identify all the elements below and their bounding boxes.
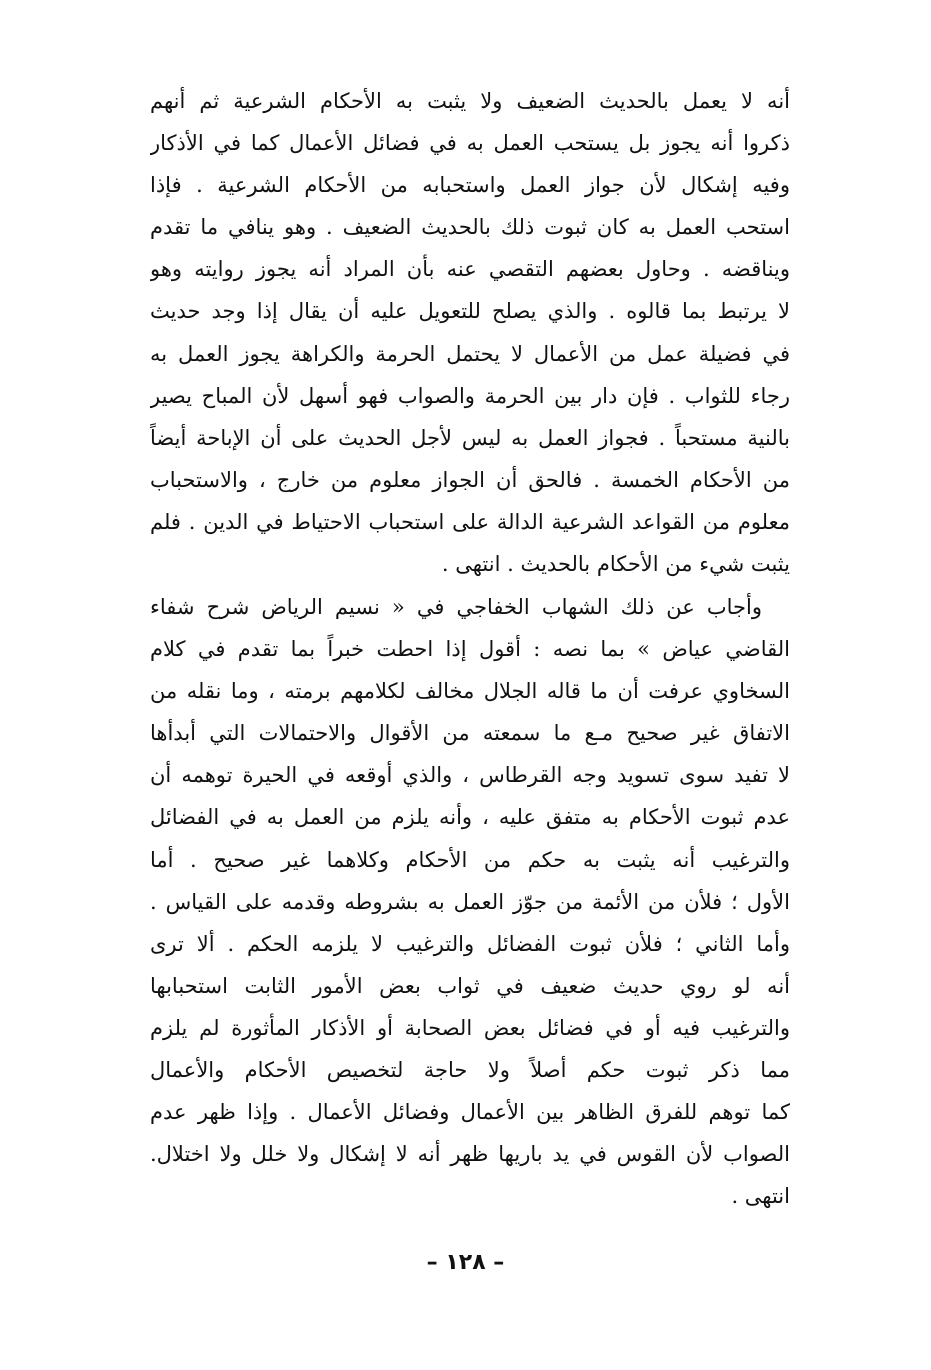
paragraph-2-line: كما توهم للفرق الظاهر بين الأعمال وفضائل الأعمال . وإذا ظهر عدم: [150, 1100, 790, 1125]
paragraph-2-line: القاضي عياض » بما نصه : أقول إذا احطت خبراً بما تقدم في كلام: [150, 637, 790, 662]
paragraph-1-line: بالنية مستحباً . فجواز العمل به ليس لأجل الحديث على أن الإباحة أيضاً: [150, 425, 790, 450]
paragraph-1-line: معلوم من القواعد الشرعية الدالة على استحباب الاحتياط في الدين . فلم: [150, 509, 790, 534]
paragraph-2-line: والترغيب أنه يثبت به حكم من الأحكام وكلاهما غير صحيح . أما: [150, 847, 790, 872]
paragraph-2-line: لا تفيد سوى تسويد وجه القرطاس ، والذي أوقعه في الحيرة توهمه أن: [150, 763, 790, 788]
paragraph-1-line: من الأحكام الخمسة . فالحق أن الجواز معلوم من خارج ، والاستحباب: [150, 467, 790, 492]
paragraph-2-line: الاتفاق غير صحيح مـع ما سمعته من الأقوال والاحتمالات التي أبدأها: [150, 721, 790, 746]
paragraph-2-line: والترغيب فيه أو في فضائل بعض الصحابة أو الأذكار المأثورة لم يلزم: [150, 1015, 790, 1040]
paragraph-2-line: انتهى .: [731, 1184, 790, 1209]
paragraph-1: [150, 80, 790, 585]
paragraph-2-line: الأول ؛ فلأن من الأئمة من جوّز العمل به بشروطه وقدمه على القياس .: [150, 889, 790, 914]
paragraph-1-line: رجاء للثواب . فإن دار بين الحرمة والصواب فهو أسهل لأن المباح يصير: [150, 383, 790, 408]
paragraph-1-line: أنه لا يعمل بالحديث الضعيف ولا يثبت به الأحكام الشرعية ثم أنهم: [150, 89, 790, 113]
paragraph-2-line: الصواب لأن القوس في يد باريها ظهر أنه لا إشكال ولا خلل ولا اختلال.: [150, 1142, 790, 1167]
paragraph-2-line: السخاوي عرفت أن ما قاله الجلال مخالف لكلامهم برمته ، وما نقله من: [150, 679, 790, 704]
paragraph-2-line: عدم ثبوت الأحكام به متفق عليه ، وأنه يلزم من العمل به في الفضائل: [150, 805, 790, 830]
paragraph-1-line: استحب العمل به كان ثبوت ذلك بالحديث الضعيف . وهو ينافي ما تقدم: [150, 215, 790, 240]
paragraph-2-line: وأجاب عن ذلك الشهاب الخفاجي في « نسيم الرياض شرح شفاء: [150, 595, 762, 619]
paragraph-1-line: ويناقضه . وحاول بعضهم التقصي عنه بأن المراد أنه يجوز روايته وهو: [150, 257, 790, 282]
paragraph-2: [150, 586, 790, 1217]
paragraph-1-line: وفيه إشكال لأن جواز العمل واستحبابه من الأحكام الشرعية . فإذا: [150, 173, 790, 198]
paragraph-2-line: أنه لو روي حديث ضعيف في ثواب بعض الأمور الثابت استحبابها: [150, 973, 790, 998]
paragraph-1-line: ذكروا أنه يجوز بل يستحب العمل به في فضائل الأعمال كما في الأذكار: [150, 131, 790, 156]
paragraph-1-line: لا يرتبط بما قالوه . والذي يصلح للتعويل عليه أن يقال إذا وجد حديث: [150, 299, 790, 324]
page-number: – ١٢٨ –: [426, 1250, 505, 1275]
paragraph-1-line: في فضيلة عمل من الأعمال لا يحتمل الحرمة والكراهة يجوز العمل به: [150, 341, 790, 366]
paragraph-2-line: وأما الثاني ؛ فلأن ثبوت الفضائل والترغيب لا يلزمه الحكم . ألا ترى: [150, 931, 790, 956]
paragraph-1-line: يثبت شيء من الأحكام بالحديث . انتهى .: [441, 552, 790, 577]
paragraph-2-line: مما ذكر ثبوت حكم أصلاً ولا حاجة لتخصيص الأحكام والأعمال: [150, 1058, 790, 1083]
